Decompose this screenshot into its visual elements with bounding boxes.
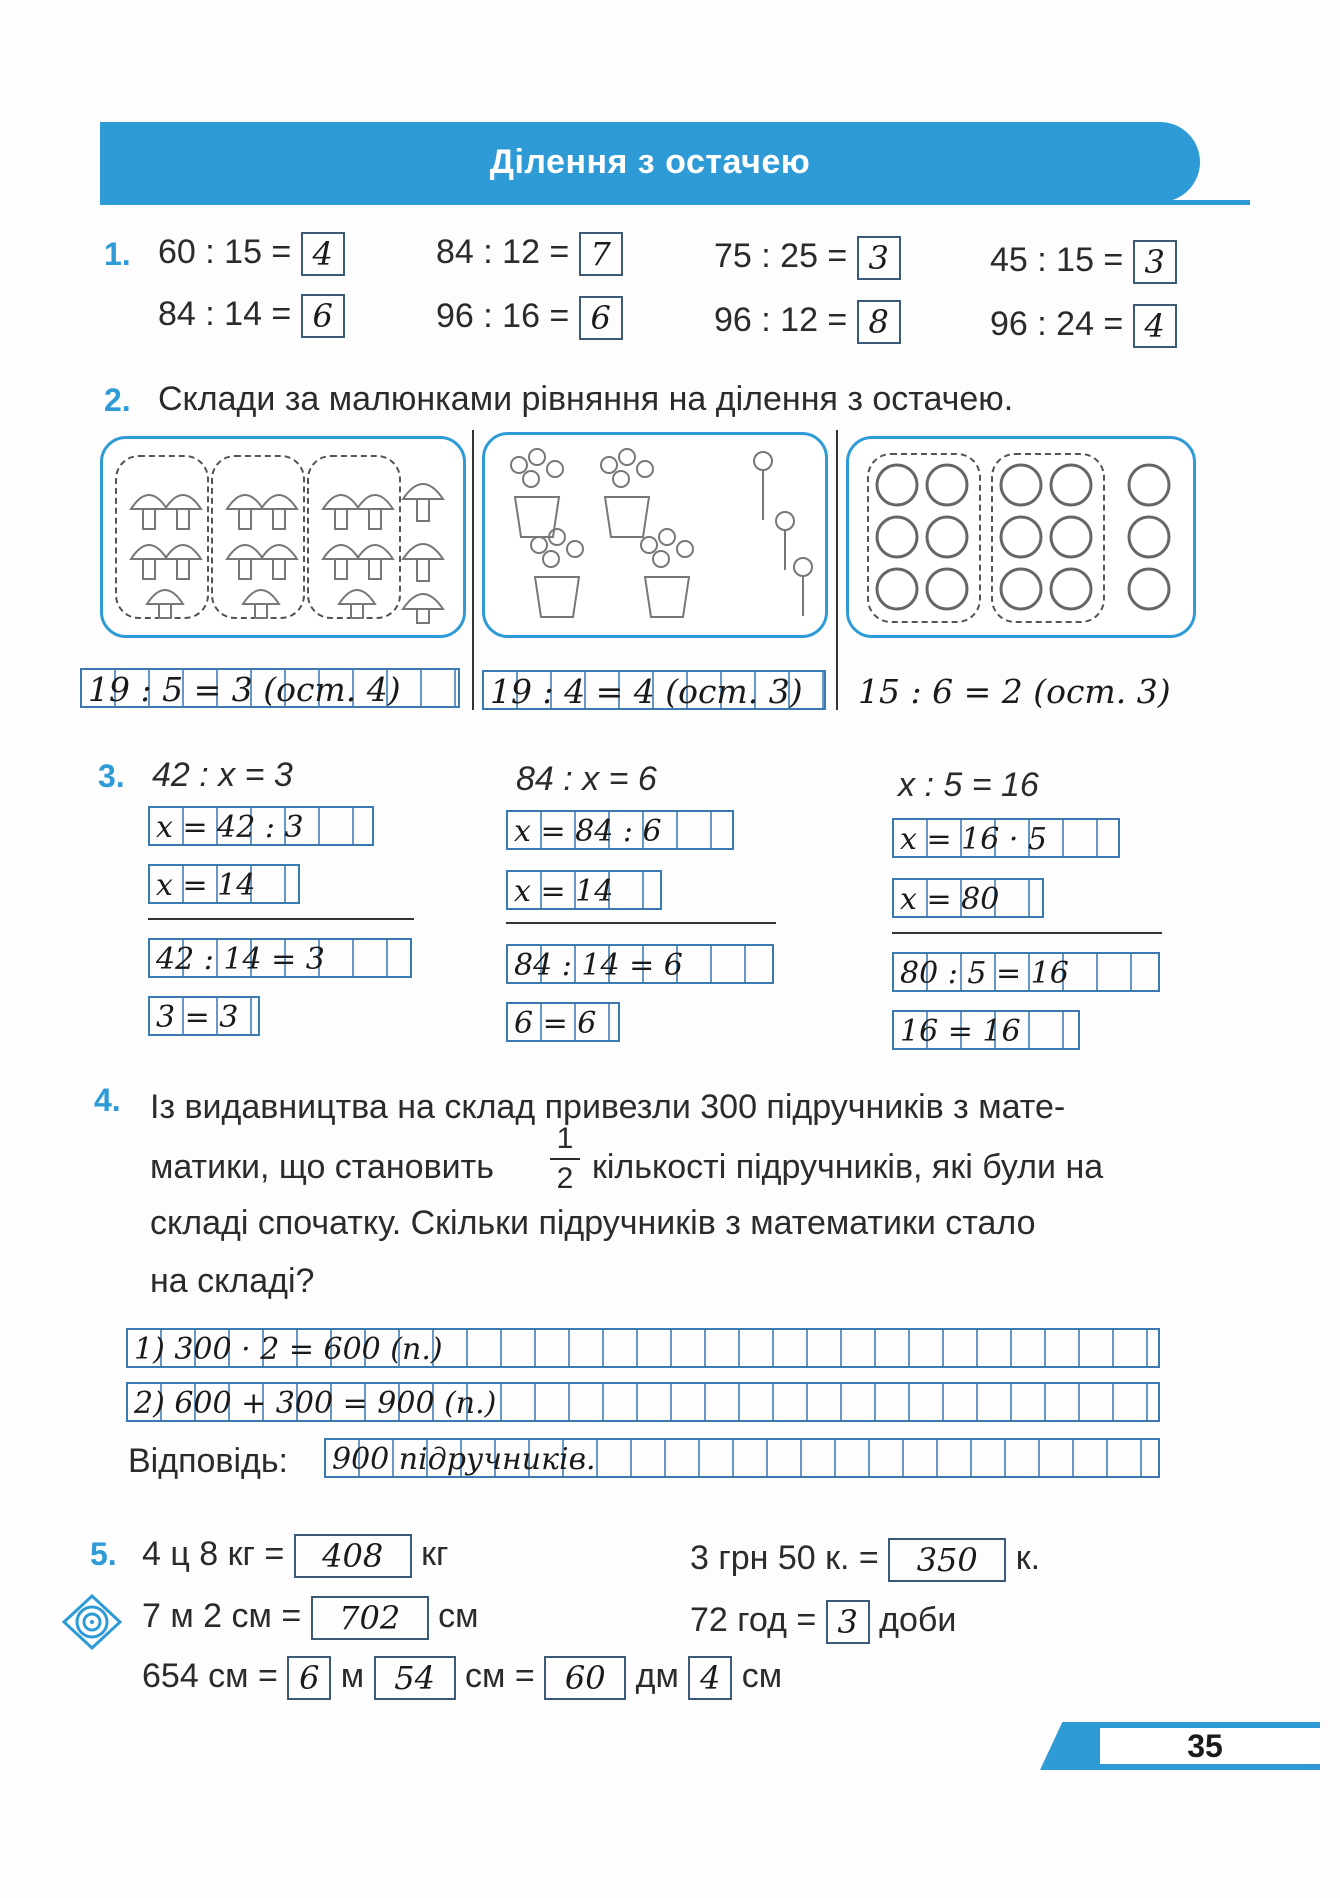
target-icon <box>60 1594 124 1650</box>
task-4-number: 4. <box>94 1082 121 1118</box>
answer-box[interactable]: 408 <box>294 1534 412 1578</box>
task-1-number: 1. <box>104 236 131 272</box>
separator-line <box>506 922 776 924</box>
answer-box[interactable]: 6 <box>579 296 623 340</box>
answer-label: Відповідь: <box>128 1442 289 1480</box>
expression: 84 : 14 = <box>158 294 292 333</box>
task3-step1-3[interactable]: x = 16 · 5 <box>892 818 1120 858</box>
answer-box[interactable]: 54 <box>374 1656 456 1700</box>
expression: 45 : 15 = <box>990 240 1124 279</box>
task3-equation-2: 84 : x = 6 <box>516 760 657 798</box>
task4-line-3: складі спочатку. Скільки підручників з математики стало <box>150 1204 1036 1242</box>
task4-answer-field[interactable]: 900 підручників. <box>324 1438 1160 1478</box>
divider <box>836 430 838 710</box>
task1-item-8 <box>990 304 1177 348</box>
task3-step2-3[interactable]: x = 80 <box>892 878 1044 918</box>
task-2-number: 2. <box>104 382 131 418</box>
task2-answer-3[interactable]: 15 : 6 = 2 (ост. 3) <box>858 672 1171 711</box>
task5-row2-right <box>690 1600 956 1644</box>
unit: см <box>741 1656 783 1695</box>
expression: 96 : 16 = <box>436 296 570 335</box>
plate-icons <box>849 439 1193 635</box>
fraction-bar <box>550 1158 580 1160</box>
task3-step1-2[interactable]: x = 84 : 6 <box>506 810 734 850</box>
unit: м <box>340 1656 365 1695</box>
unit: доби <box>879 1600 957 1639</box>
unit: см <box>438 1596 479 1635</box>
task2-answer-2[interactable]: 19 : 4 = 4 (ост. 3) <box>482 670 826 710</box>
divider <box>472 430 474 710</box>
task4-solution-2[interactable]: 2) 600 + 300 = 900 (п.) <box>126 1382 1160 1422</box>
task3-check2-2[interactable]: 6 = 6 <box>506 1002 620 1042</box>
task4-line-4: на складі? <box>150 1262 315 1300</box>
answer-box[interactable]: 60 <box>544 1656 626 1700</box>
expression: 75 : 25 = <box>714 236 848 275</box>
task3-step1-1[interactable]: x = 42 : 3 <box>148 806 374 846</box>
answer-box[interactable]: 6 <box>287 1656 331 1700</box>
picture-plates <box>846 436 1196 638</box>
task4-line-2b: кількості підручників, які були на <box>592 1148 1104 1186</box>
expression: 7 м 2 см = <box>142 1596 302 1635</box>
picture-flowers <box>482 432 828 638</box>
unit: кг <box>421 1534 449 1573</box>
flower-icons <box>485 435 825 635</box>
unit: см = <box>465 1656 535 1695</box>
unit: дм <box>635 1656 679 1695</box>
task4-line-1: Із видавництва на склад привезли 300 підручників з мате- <box>150 1088 1066 1126</box>
task5-row2-left <box>142 1596 479 1640</box>
task3-step2-1[interactable]: x = 14 <box>148 864 300 904</box>
task5-row3 <box>142 1656 782 1700</box>
answer-box[interactable]: 8 <box>857 300 901 344</box>
expression: 60 : 15 = <box>158 232 292 271</box>
task3-equation-3: x : 5 = 16 <box>898 766 1039 804</box>
fraction <box>550 1122 580 1196</box>
answer-box[interactable]: 4 <box>1133 304 1177 348</box>
expression: 84 : 12 = <box>436 232 570 271</box>
task1-item-4 <box>990 240 1177 284</box>
task-3-number: 3. <box>98 758 125 794</box>
picture-mushrooms <box>100 436 466 638</box>
task5-row1-left <box>142 1534 448 1578</box>
task4-solution-1[interactable]: 1) 300 · 2 = 600 (п.) <box>126 1328 1160 1368</box>
page-title: Ділення з остачею <box>489 143 811 181</box>
task1-item-1 <box>158 232 345 276</box>
task5-row1-right <box>690 1538 1040 1582</box>
answer-box[interactable]: 4 <box>688 1656 732 1700</box>
answer-box[interactable]: 3 <box>826 1600 870 1644</box>
answer-box[interactable]: 350 <box>888 1538 1006 1582</box>
task4-line-2a: матики, що становить <box>150 1148 494 1186</box>
answer-box[interactable]: 6 <box>301 294 345 338</box>
answer-box[interactable]: 4 <box>301 232 345 276</box>
task3-check1-1[interactable]: 42 : 14 = 3 <box>148 938 412 978</box>
task-5-number: 5. <box>90 1536 117 1572</box>
expression: 96 : 12 = <box>714 300 848 339</box>
answer-box[interactable]: 7 <box>579 232 623 276</box>
task3-check1-2[interactable]: 84 : 14 = 6 <box>506 944 774 984</box>
task1-item-3 <box>714 236 901 280</box>
expression: 3 грн 50 к. = <box>690 1538 879 1577</box>
expression: 96 : 24 = <box>990 304 1124 343</box>
task3-check2-3[interactable]: 16 = 16 <box>892 1010 1080 1050</box>
expression: 4 ц 8 кг = <box>142 1534 285 1573</box>
fraction-denominator: 2 <box>556 1162 574 1195</box>
answer-box[interactable]: 3 <box>1133 240 1177 284</box>
separator-line <box>892 932 1162 934</box>
task3-check2-1[interactable]: 3 = 3 <box>148 996 260 1036</box>
task1-item-5 <box>158 294 345 338</box>
task1-item-7 <box>714 300 901 344</box>
answer-box[interactable]: 3 <box>857 236 901 280</box>
separator-line <box>148 918 414 920</box>
task3-step2-2[interactable]: x = 14 <box>506 870 662 910</box>
task1-item-2 <box>436 232 623 276</box>
answer-box[interactable]: 702 <box>311 1596 429 1640</box>
task2-answer-1[interactable]: 19 : 5 = 3 (ост. 4) <box>80 668 460 708</box>
expression: 654 см = <box>142 1656 278 1695</box>
task3-check1-3[interactable]: 80 : 5 = 16 <box>892 952 1160 992</box>
expression: 72 год = <box>690 1600 817 1639</box>
unit: к. <box>1015 1538 1041 1577</box>
mushroom-icons <box>103 439 463 635</box>
task1-item-6 <box>436 296 623 340</box>
task3-equation-1: 42 : x = 3 <box>152 756 293 794</box>
page-number: 35 <box>1187 1728 1223 1764</box>
task-2-text: Склади за малюнками рівняння на ділення з остачею. <box>158 380 1014 418</box>
fraction-numerator: 1 <box>556 1122 574 1155</box>
